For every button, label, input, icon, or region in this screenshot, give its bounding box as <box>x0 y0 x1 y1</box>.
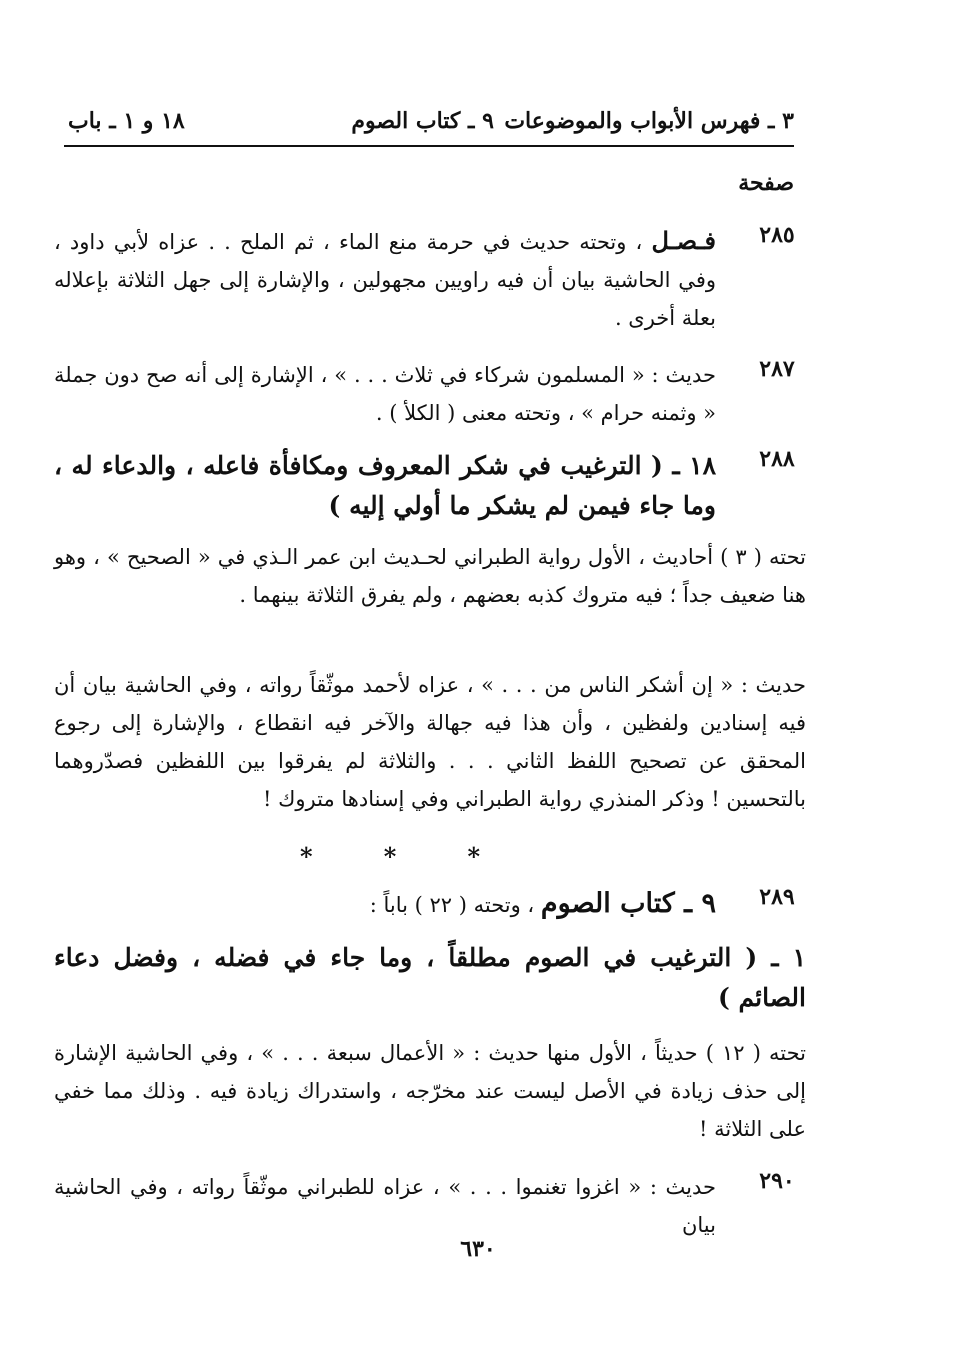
header-index-title: ٣ ـ فهرس الأبواب والموضوعات <box>504 108 794 134</box>
page-number: ٦٣٠ <box>460 1236 496 1262</box>
paragraph: تحته ( ٣ ) أحاديث ، الأول رواية الطبراني لحـديث ابن عمر الـذي في « الصحيح » ، وهو هنا ضعيف جداً ؛ فيه متروك كذبه بعضهم ، ولم يفرق الثلاثة بينهما . <box>54 545 806 607</box>
entry-page-number: ٢٨٧ <box>759 356 795 382</box>
paragraph: تحته ( ١٢ ) حديثاً ، الأول منها حديث : « الأعمال سبعة . . . » ، وفي الحاشية الإشارة إلى حذف زيادة في الأصل ليست عند مخرّجه ، واستدراك زيادة فيه . وذلك مما خفي على الثلاثة ! <box>54 1041 806 1141</box>
book-title: ٩ ـ كتاب الصوم <box>540 888 716 919</box>
paragraph: حديث : « إن أشكر الناس من . . . » ، عزاه لأحمد موثّقاً رواته ، وفي الحاشية بيان أن فيه إسنادين ولفظين ، وأن هذا فيه جهالة والآخر فيه انقطاع ، والإشارة إلى رجوع المحقق عن تصحيح اللفظ الثاني . . . والثلاثة لم يفرقوا بين اللفظين فصدّروهما بالتحسين ! وذكر المنذري رواية الطبراني وفي إسنادها متروك ! <box>54 673 806 811</box>
entry-page-number: ٢٨٨ <box>759 446 795 472</box>
entry-keyword: فـصـل <box>651 226 716 255</box>
entry-page-number: ٢٨٩ <box>759 884 795 910</box>
divider-star: * <box>383 842 397 871</box>
entry-body: ، وتحته ( ٢٢ ) باباً : <box>369 893 535 917</box>
page-column-label: صفحة <box>738 170 794 196</box>
entry-text: حديث : « اغزوا تغنموا . . . » ، عزاه للطبراني موثّقاً رواته ، وفي الحاشية بيان <box>54 1175 716 1237</box>
chapter-heading: ١٨ ـ ( الترغيب في شكر المعروف ومكافأة فاعله ، والدعاء له ، وما جاء فيمن لم يشكر ما أولي إليه ) <box>54 451 716 520</box>
entry-page-number: ٢٨٥ <box>759 222 795 248</box>
entry-text: حديث : « المسلمون شركاء في ثلاث . . . » ، الإشارة إلى أنه صح دون جملة « وثمنه حرام » ، وتحته معنى ( الكلأ ) . <box>54 363 716 425</box>
section-divider <box>300 842 480 872</box>
header-rule <box>64 145 794 147</box>
divider-star: * <box>467 842 480 871</box>
running-header <box>64 104 794 140</box>
chapter-heading: ١ ـ ( الترغيب في الصوم مطلقاً ، وما جاء في فضله ، وفضل دعاء الصائم ) <box>54 943 806 1012</box>
entry-text <box>54 884 716 925</box>
divider-star: * <box>300 842 313 871</box>
header-chapter-range: ١٨ و ١ ـ باب <box>68 108 185 134</box>
header-book-title: ٩ ـ كتاب الصوم <box>351 108 494 134</box>
entry-body: ، وتحته حديث في حرمة منع الماء ، ثم الملح . . عزاه لأبي داود ، وفي الحاشية بيان أن فيه راويين مجهولين ، والإشارة إلى جهل الثلاثة بإعلاله بعلة أخرى . <box>54 230 716 330</box>
entry-page-number: ٢٩٠ <box>759 1168 795 1194</box>
entry-text <box>54 222 716 337</box>
